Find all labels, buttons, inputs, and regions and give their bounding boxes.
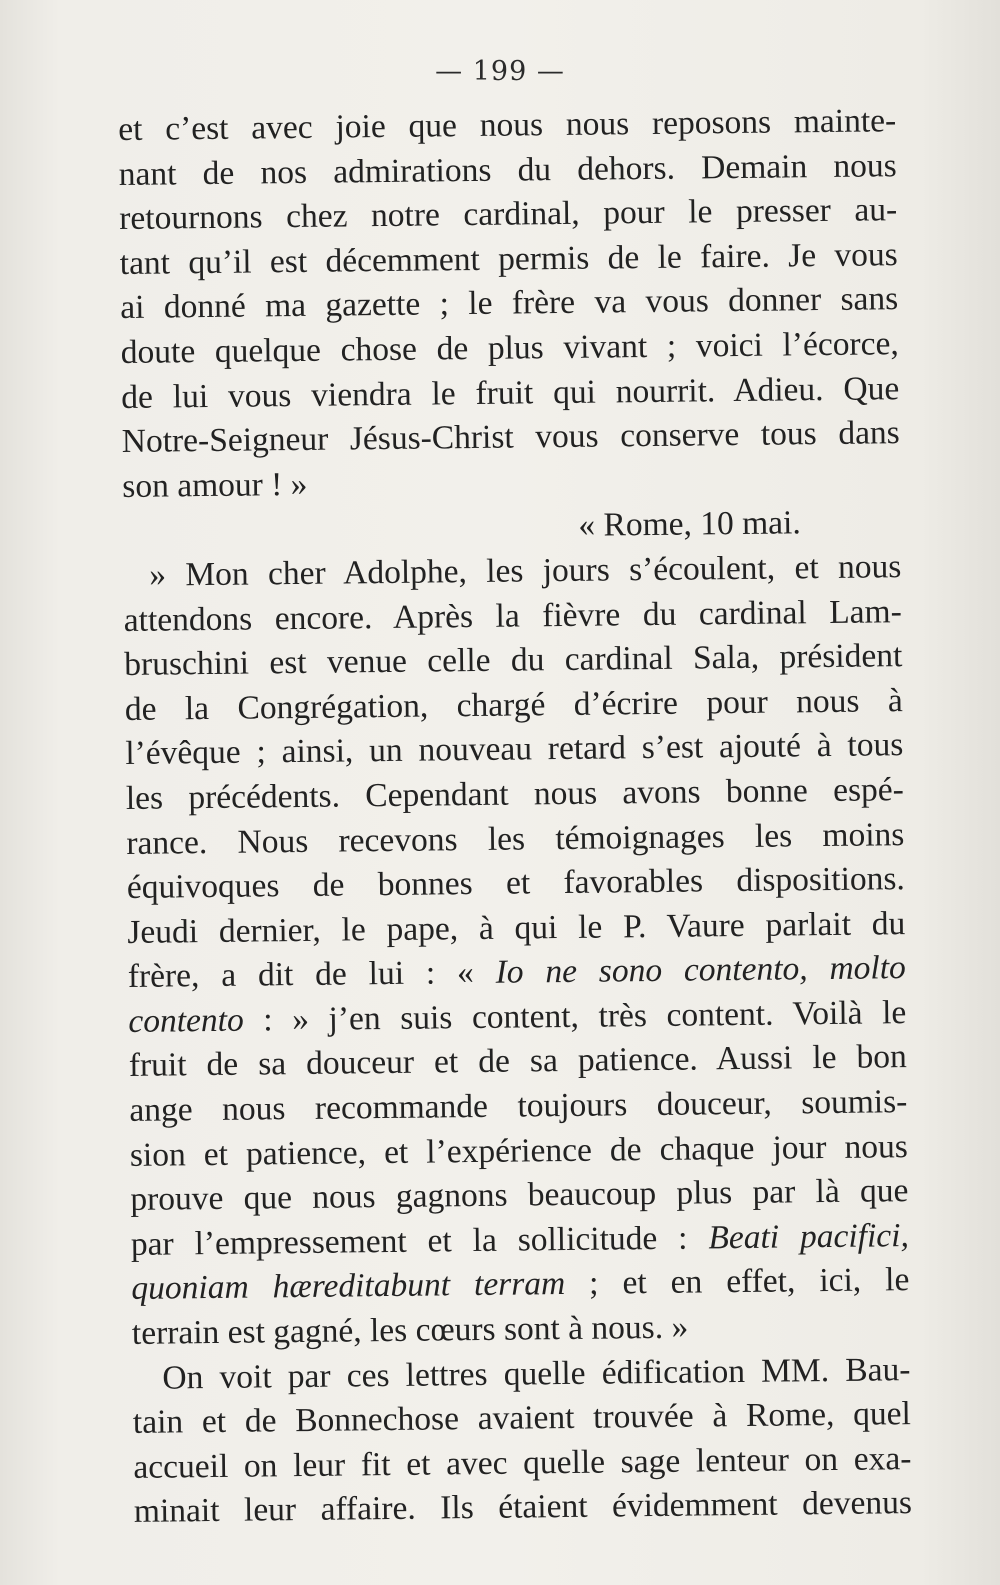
- text-line: tant qu’il est décemment permis de le faire. Je vous: [119, 235, 898, 282]
- italic-quote: Beati pacifici,: [708, 1216, 910, 1257]
- italic-quote: Io ne sono contento, molto: [495, 949, 907, 992]
- text-line-with-quote: [131, 1259, 909, 1312]
- text-line: On voit par ces lettres quelle édification MM. Bau-: [162, 1350, 911, 1397]
- text-line: ange nous recommande toujours douceur, soumis-: [129, 1083, 908, 1129]
- text-line: nant de nos admirations du dehors. Demain nous: [118, 146, 897, 193]
- text-line: tain et de Bonnechose avaient trouvée à Rome, quel: [132, 1395, 912, 1442]
- italic-quote: quoniam hæreditabunt terram: [131, 1265, 566, 1308]
- text-line: de lui vous viendra le fruit qui nourrit. Adieu. Que: [121, 369, 900, 416]
- text-line: Notre-Seigneur Jésus-Christ vous conserve tous dans: [121, 414, 900, 461]
- text-line: attendons encore. Après la fièvre du cardinal Lam-: [123, 592, 902, 639]
- text-line: ai donné ma gazette ; le frère va vous donner sans: [120, 280, 899, 327]
- italic-quote: contento: [128, 1001, 244, 1040]
- body-text: [118, 99, 912, 1535]
- text-segment: ; et en effet, ici, le: [565, 1261, 910, 1303]
- text-segment: par l’empressement et la sollicitude :: [130, 1219, 709, 1263]
- text-line: de la Congrégation, chargé d’écrire pour nous à: [124, 681, 903, 728]
- text-line: les précédents. Cependant nous avons bonne espé-: [125, 771, 904, 817]
- text-line: rance. Nous recevons les témoignages les moins: [126, 815, 905, 862]
- text-line: et c’est avec joie que nous nous reposons mainte-: [118, 102, 897, 148]
- text-line: accueil on leur fit et avec quelle sage lenteur on exa-: [133, 1439, 912, 1486]
- text-segment: : » j’en suis content, très content. Voilà le: [243, 993, 907, 1039]
- paragraph-end-line: son amour ! »: [122, 465, 308, 505]
- paragraph-end-line: terrain est gagné, les cœurs sont à nous. »: [131, 1308, 689, 1352]
- text-line: » Mon cher Adolphe, les jours s’écoulent, et nous: [149, 548, 902, 594]
- page-number: — 199 —: [435, 56, 565, 87]
- text-line: Jeudi dernier, le pape, à qui le P. Vaure parlait du: [127, 904, 906, 951]
- text-line: minait leur affaire. Ils étaient évidemment devenus: [133, 1484, 913, 1531]
- text-line: bruschini est venue celle du cardinal Sala, président: [124, 637, 903, 684]
- text-line: fruit de sa douceur et de sa patience. Aussi le bon: [128, 1038, 908, 1085]
- text-line: équivoques de bonnes et favorables dispositions.: [126, 860, 906, 907]
- text-line: sion et patience, et l’expérience de chaque jour nous: [129, 1127, 909, 1174]
- letter-dateline: « Rome, 10 mai.: [578, 504, 801, 545]
- text-line: retournons chez notre cardinal, pour le presser au-: [119, 191, 898, 238]
- text-line: doute quelque chose de plus vivant ; voici l’écorce,: [120, 325, 899, 371]
- text-line: prouve que nous gagnons beaucoup plus par là que: [130, 1172, 909, 1219]
- text-segment: frère, a dit de lui : «: [127, 954, 496, 996]
- text-line: l’évêque ; ainsi, un nouveau retard s’est ajouté à tous: [125, 726, 904, 773]
